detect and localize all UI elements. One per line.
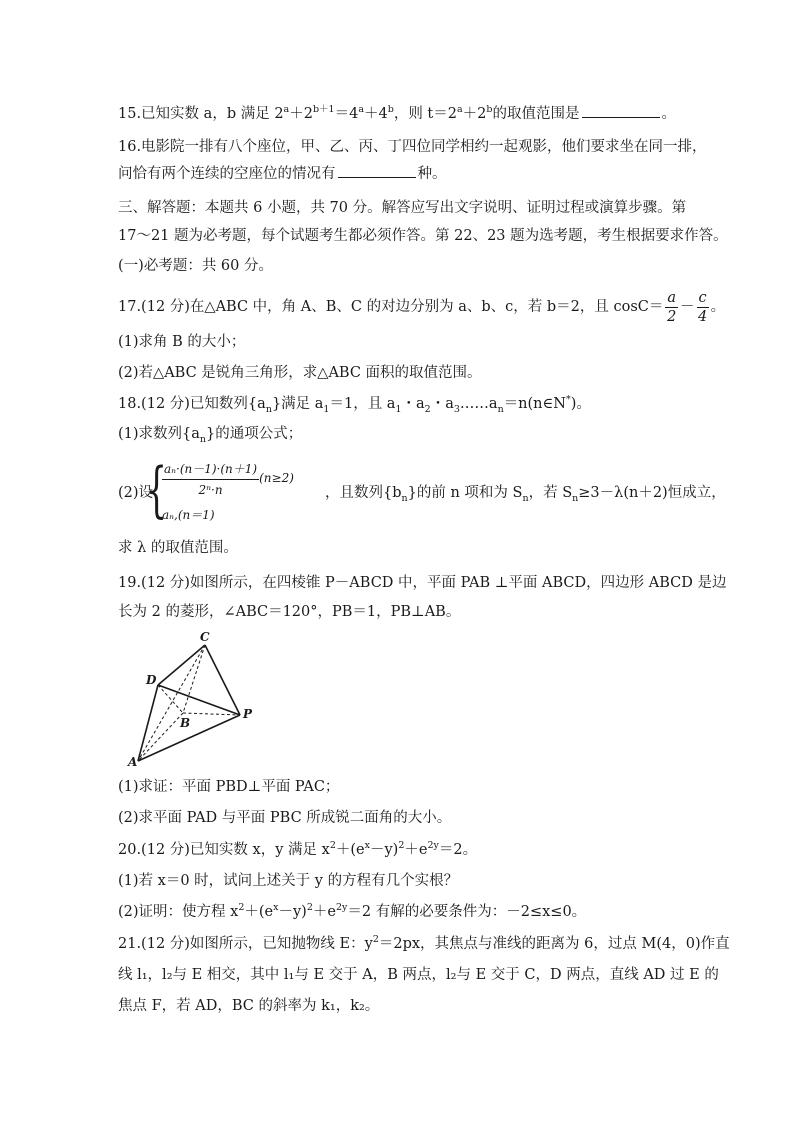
diagonal-CA xyxy=(138,645,205,761)
question-18-part1: (1)求数列$\{a_n\}$的通项公式； xyxy=(118,426,303,445)
edge-DA xyxy=(138,685,158,761)
question-18-stem: 18.(12 分)已知数列$\{a_n\}$满足 $a_1=1$，且 $a_1$・$a_2$・$a_3\dots\dots a_n=n(n\in N^*)$。 xyxy=(118,394,591,415)
question-21-line1: 21.(12 分)如图所示，已知抛物线 E：$y^2=2px$，其焦点与准线的距离为 6，过点 M(4，0)作直 xyxy=(118,934,730,952)
section-3-line3: (一)必考题：共 60 分。 xyxy=(118,258,273,274)
question-19-part1: (1)求证：平面 PBD⊥平面 PAC； xyxy=(118,779,340,795)
question-16-line1: 16.电影院一排有八个座位，甲、乙、丙、丁四位同学相约一起观影，他们要求坐在同一排， xyxy=(118,139,707,155)
question-15: 15.已知实数 a，b 满足 $2^a+2^{b+1}=4^a+4^b$，则 $t=2^a+2^b$的取值范围是 。 xyxy=(118,104,676,122)
question-20-part1: (1)若 x＝0 时，试问上述关于 y 的方程有几个实根？ xyxy=(118,873,459,889)
question-19-part2: (2)求平面 PAD 与平面 PBC 所成锐二面角的大小。 xyxy=(118,810,452,826)
edge-BP xyxy=(183,713,240,715)
vertex-label-B: B xyxy=(180,716,191,730)
question-17-part1: (1)求角 B 的大小； xyxy=(118,334,246,350)
pyramid-diagram xyxy=(122,627,272,767)
question-18-piecewise: (2)设 { $\frac{\text{aₙ·(n－1)·(n＋1)}}{\text{2ⁿ·n}}$ (n≥2) aₙ,(n＝1) ，且数列$\{b_n\}$的前 n 项和为 $S_n$，若 $S_n\ge 3-\lambda(n+2)$恒成立， xyxy=(118,455,726,525)
question-17-part2: (2)若△ABC 是锐角三角形，求△ABC 面积的取值范围。 xyxy=(118,365,482,381)
question-21-line2: 线 l₁，l₂与 E 相交，其中 l₁与 E 交于 A，B 两点，l₂与 E 交于 C，D 两点，直线 AD 过 E 的 xyxy=(118,967,719,983)
fraction-a-over-2: $\frac{a}{2}$ xyxy=(667,289,677,325)
question-20-stem: 20.(12 分)已知实数 x，y 满足 $x^2+(e^x-y)^2+e^{2y}=2$。 xyxy=(118,840,478,858)
edge-CD xyxy=(158,645,205,685)
section-3-header: 三、解答题：本题共 6 小题，共 70 分。解答应写出文字说明、证明过程或演算步骤。第 xyxy=(118,200,687,216)
vertex-label-A: A xyxy=(128,755,138,767)
vertex-label-P: P xyxy=(243,707,253,721)
pyramid-figure xyxy=(122,627,272,767)
question-17-stem: 17.(12 分)在△ABC 中，角 A、B、C 的对边分别为 a、b、c，若 b＝2，且 cosC＝ $\frac{a}{2}$ － $\frac{c}{4}$ 。 xyxy=(118,289,726,325)
question-20-part2: (2)证明：使方程 $x^2+(e^x-y)^2+e^{2y}=2$ 有解的必要条件为：－2≤x≤0。 xyxy=(118,902,587,920)
question-18-part2-end: 求 λ 的取值范围。 xyxy=(118,540,238,556)
case-n-ge-2: $\frac{\text{aₙ·(n－1)·(n＋1)}}{\text{2ⁿ·n}}$ (n≥2) xyxy=(162,459,294,500)
case-n-eq-1: aₙ,(n＝1) xyxy=(162,508,215,522)
vertex-label-D: D xyxy=(146,673,157,687)
question-16-line2: 问恰有两个连续的空座位的情况有 种。 xyxy=(118,163,447,185)
question-19-line1: 19.(12 分)如图所示，在四棱锥 P－ABCD 中，平面 PAB ⊥平面 ABCD，四边形 ABCD 是边 xyxy=(118,575,727,591)
answer-blank-15[interactable] xyxy=(582,103,660,118)
section-3-line2: 17～21 题为必考题，每个试题考生都必须作答。第 22、23 题为选考题，考生根据要求作答。 xyxy=(118,228,728,244)
left-brace: { xyxy=(146,455,168,525)
question-19-line2: 长为 2 的菱形，∠ABC＝120°，PB＝1，PB⊥AB。 xyxy=(118,604,461,620)
answer-blank-16[interactable] xyxy=(338,163,416,178)
question-21-line3: 焦点 F，若 AD，BC 的斜率为 k₁，k₂。 xyxy=(118,998,380,1014)
fraction-c-over-4: $\frac{c}{4}$ xyxy=(697,289,708,325)
vertex-label-C: C xyxy=(200,630,210,644)
